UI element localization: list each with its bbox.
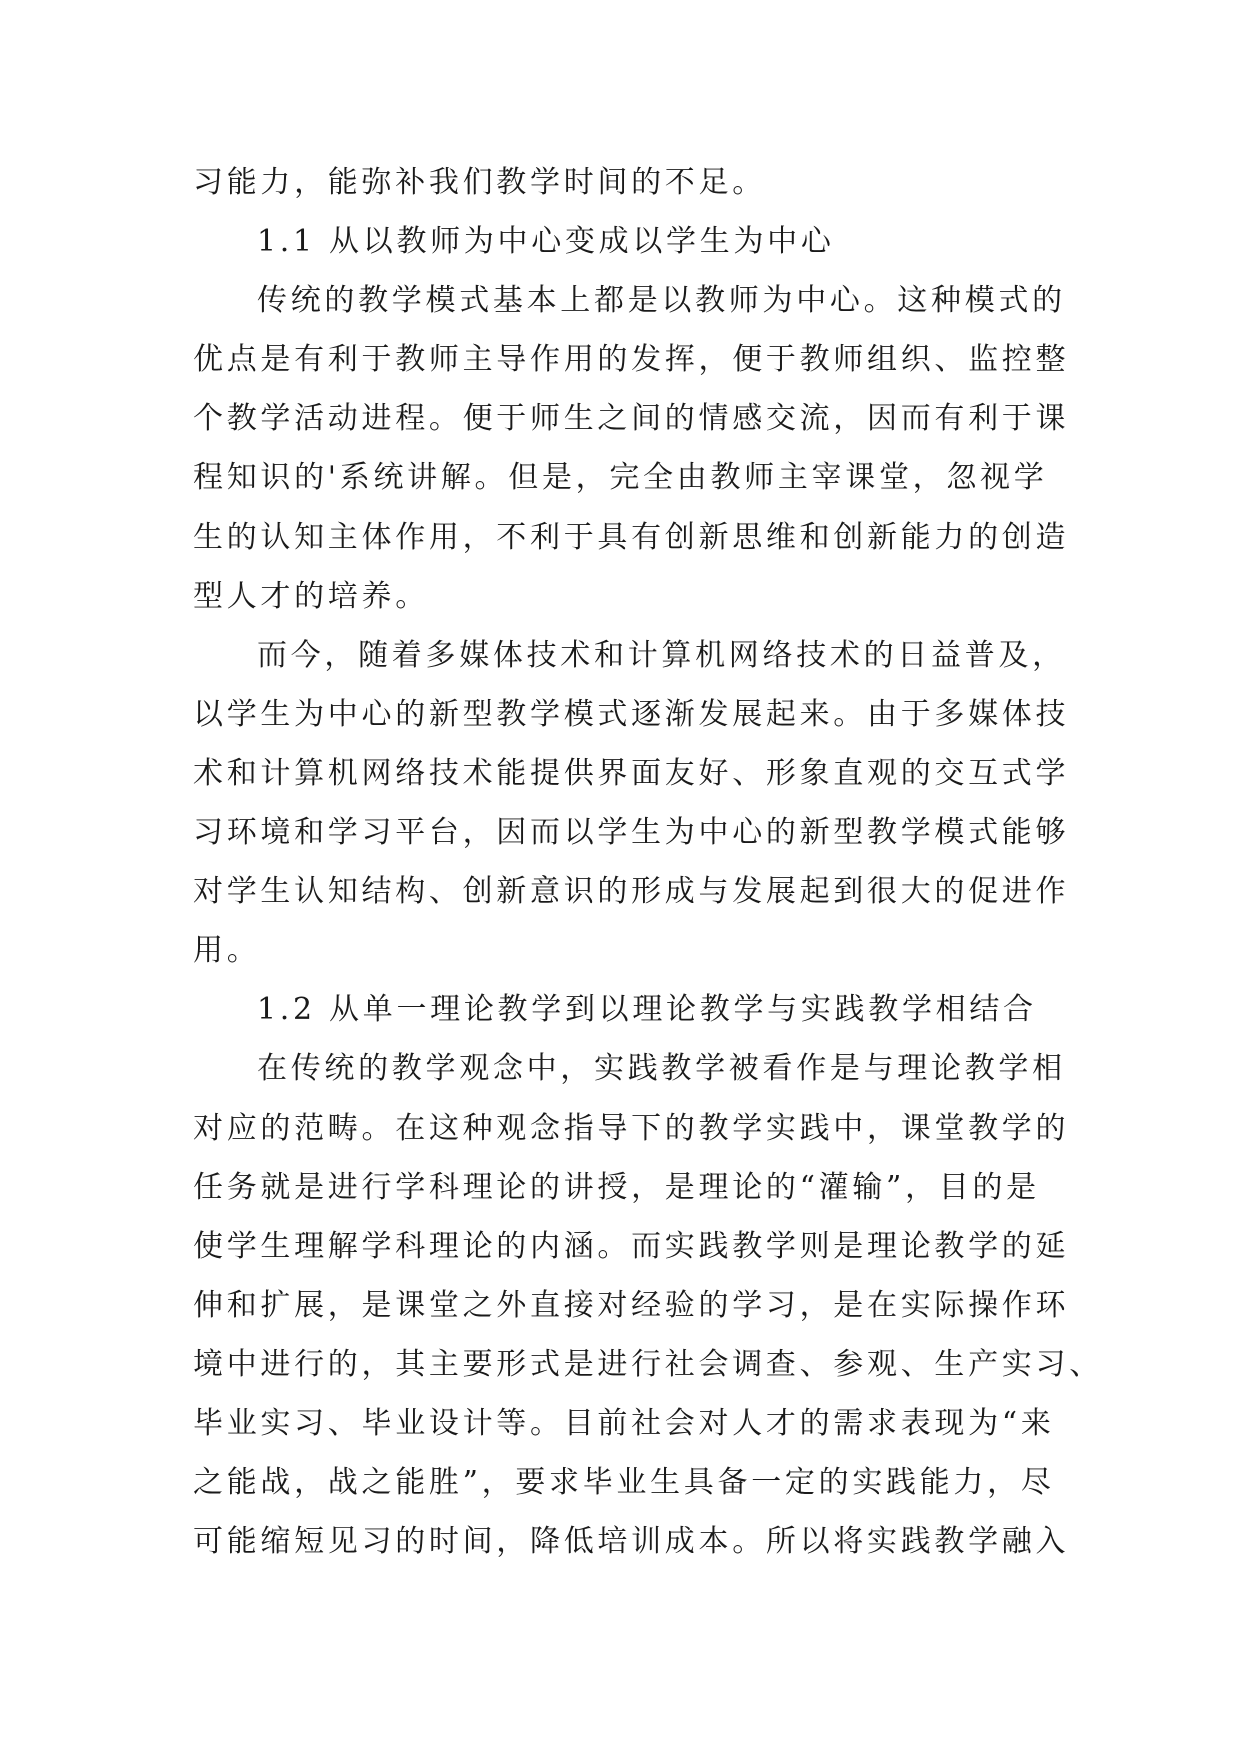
paragraph-first-line: 传统的教学模式基本上都是以教师为中心。这种模式的 [257, 283, 1066, 319]
text-line: 用。 [193, 933, 261, 969]
text-line: 使学生理解学科理论的内涵。而实践教学则是理论教学的延 [193, 1228, 1070, 1264]
text-line: 毕业实习、毕业设计等。目前社会对人才的需求表现为“来 [193, 1405, 1055, 1441]
text-line: 生的认知主体作用，不利于具有创新思维和创新能力的创造 [193, 519, 1070, 555]
text-line: 习能力，能弥补我们教学时间的不足。 [193, 165, 766, 200]
text-line: 境中进行的，其主要形式是进行社会调查、参观、生产实习、 [193, 1346, 1103, 1382]
section-heading-1-1: 1.1 从以教师为中心变成以学生为中心 [257, 224, 835, 260]
paragraph-first-line: 而今，随着多媒体技术和计算机网络技术的日益普及， [257, 637, 1066, 673]
text-line: 以学生为中心的新型教学模式逐渐发展起来。由于多媒体技 [193, 696, 1070, 732]
text-line: 术和计算机网络技术能提供界面友好、形象直观的交互式学 [193, 755, 1070, 791]
text-line: 程知识的'系统讲解。但是，完全由教师主宰课堂，忽视学 [193, 460, 1048, 496]
body-text [193, 153, 1103, 1571]
text-line: 可能缩短见习的时间，降低培训成本。所以将实践教学融入 [193, 1524, 1070, 1560]
section-heading-1-2: 1.2 从单一理论教学到以理论教学与实践教学相结合 [257, 992, 1037, 1028]
text-line: 型人才的培养。 [193, 578, 429, 614]
paragraph-first-line: 在传统的教学观念中，实践教学被看作是与理论教学相 [257, 1051, 1066, 1087]
text-line: 对学生认知结构、创新意识的形成与发展起到很大的促进作 [193, 874, 1070, 910]
text-line: 对应的范畴。在这种观念指导下的教学实践中，课堂教学的 [193, 1110, 1070, 1146]
text-line: 个教学活动进程。便于师生之间的情感交流，因而有利于课 [193, 401, 1070, 437]
text-line: 伸和扩展，是课堂之外直接对经验的学习，是在实际操作环 [193, 1287, 1070, 1323]
text-line: 之能战，战之能胜”，要求毕业生具备一定的实践能力，尽 [193, 1465, 1055, 1501]
text-line: 优点是有利于教师主导作用的发挥，便于教师组织、监控整 [193, 342, 1070, 378]
text-line: 任务就是进行学科理论的讲授，是理论的“灌输”，目的是 [193, 1169, 1040, 1205]
text-line: 习环境和学习平台，因而以学生为中心的新型教学模式能够 [193, 815, 1070, 851]
